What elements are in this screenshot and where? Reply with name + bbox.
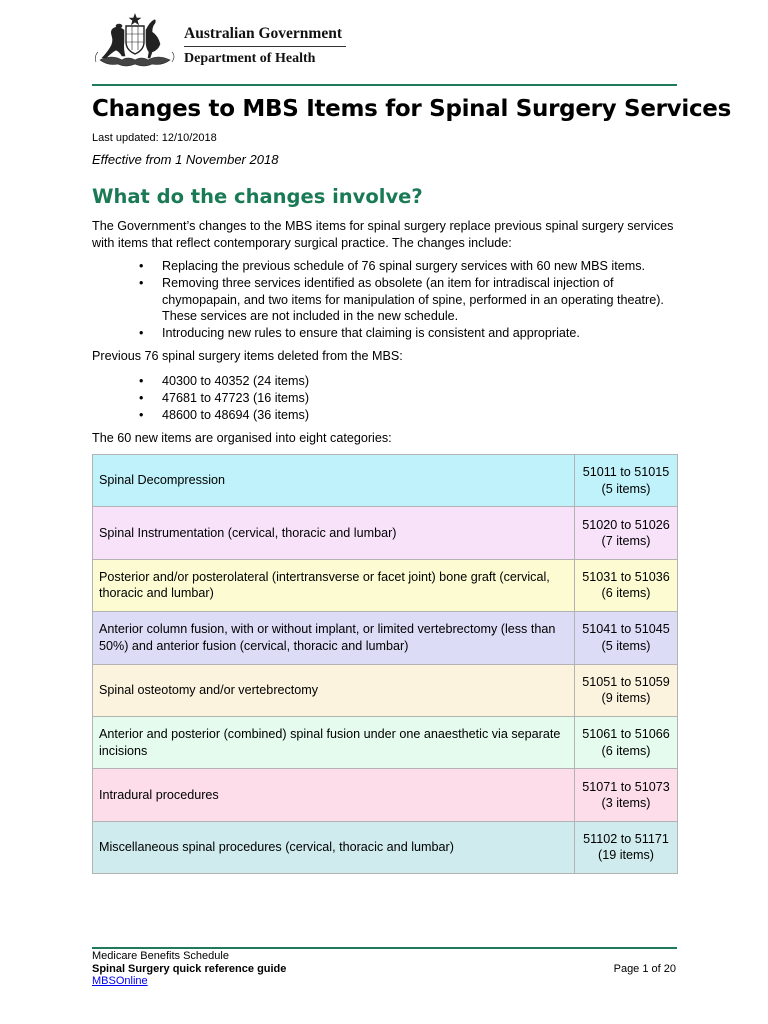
page-title: Changes to MBS Items for Spinal Surgery Services <box>92 96 731 122</box>
item-count: (7 items) <box>601 534 651 549</box>
footer-guide-title: Spinal Surgery quick reference guide <box>92 962 287 975</box>
item-range <box>575 507 678 559</box>
category-name: Spinal Instrumentation (cervical, thoracic and lumbar) <box>93 507 575 559</box>
item-range <box>575 821 678 873</box>
list-item-text: 48600 to 48694 (36 items) <box>162 407 310 422</box>
list-item <box>92 407 682 424</box>
mbsonline-link[interactable]: MBSOnline <box>92 975 148 987</box>
page-header <box>92 10 677 84</box>
table-row <box>93 716 678 768</box>
item-range <box>575 455 678 507</box>
list-item <box>92 325 682 342</box>
list-item-text: Removing three services identified as obsolete (an item for intradiscal injection of chymopapain, and two items for manipulation of spine, performed in an operating theatre). These services are not included in the new schedule. <box>162 275 664 324</box>
table-row <box>93 612 678 664</box>
item-range-numbers: 51102 to 51171 <box>583 831 669 846</box>
category-name: Miscellaneous spinal procedures (cervical, thoracic and lumbar) <box>93 821 575 873</box>
list-item <box>92 390 682 407</box>
item-range-numbers: 51020 to 51026 <box>582 517 670 532</box>
item-count: (3 items) <box>601 796 651 811</box>
list-item-text: 40300 to 40352 (24 items) <box>162 374 310 388</box>
item-range <box>575 769 678 821</box>
list-item-text: Introducing new rules to ensure that claiming is consistent and appropriate. <box>162 326 580 341</box>
list-item-text: Replacing the previous schedule of 76 spinal surgery services with 60 new MBS items. <box>162 259 645 273</box>
item-range <box>575 716 678 768</box>
categories-intro: The 60 new items are organised into eight categories: <box>92 431 392 445</box>
table-row <box>93 664 678 716</box>
bullet-icon: • <box>139 407 144 422</box>
previous-items-list <box>92 373 682 423</box>
category-name: Spinal Decompression <box>93 455 575 507</box>
item-range-numbers: 51051 to 51059 <box>582 674 670 689</box>
item-count: (9 items) <box>601 691 651 706</box>
table-row <box>93 559 678 611</box>
footer-divider <box>92 947 677 949</box>
item-count: (19 items) <box>598 848 654 863</box>
government-wordmark <box>184 24 354 68</box>
item-range-numbers: 51041 to 51045 <box>582 622 670 637</box>
item-range-numbers: 51071 to 51073 <box>582 779 670 794</box>
category-name: Posterior and/or posterolateral (intertransverse or facet joint) bone graft (cervical, thoracic and lumbar) <box>93 559 575 611</box>
category-name: Spinal osteotomy and/or vertebrectomy <box>93 664 575 716</box>
department-name: Department of Health <box>184 51 316 66</box>
bullet-icon: • <box>139 275 144 290</box>
list-item <box>92 275 682 325</box>
bullet-icon: • <box>139 374 144 388</box>
list-item-text: 47681 to 47723 (16 items) <box>162 390 310 405</box>
header-divider <box>92 84 677 86</box>
table-row <box>93 821 678 873</box>
last-updated-text: Last updated: 12/10/2018 <box>92 132 217 144</box>
item-count: (5 items) <box>601 638 651 653</box>
item-range-numbers: 51011 to 51015 <box>582 465 670 480</box>
bullet-icon: • <box>139 259 144 273</box>
item-range <box>575 612 678 664</box>
item-count: (6 items) <box>601 743 651 758</box>
item-count: (6 items) <box>601 586 651 601</box>
list-item <box>92 258 682 275</box>
list-item <box>92 373 682 390</box>
category-name: Intradural procedures <box>93 769 575 821</box>
table-row <box>93 769 678 821</box>
category-name: Anterior and posterior (combined) spinal fusion under one anaesthetic via separate incisions <box>93 716 575 768</box>
coat-of-arms-icon <box>92 12 178 70</box>
intro-paragraph: The Government’s changes to the MBS items for spinal surgery replace previous spinal surgery services with items that reflect contemporary surgical practice. The changes include: <box>92 219 674 250</box>
previous-items-intro: Previous 76 spinal surgery items deleted from the MBS: <box>92 349 403 363</box>
page-footer <box>92 950 678 988</box>
category-name: Anterior column fusion, with or without implant, or limited vertebrectomy (less than 50%) and anterior fusion (cervical, thoracic and lumbar) <box>93 612 575 664</box>
wordmark-divider <box>184 46 346 47</box>
page-number: Page 1 of 20 <box>613 963 676 975</box>
effective-date-text: Effective from 1 November 2018 <box>92 152 279 167</box>
changes-list <box>92 258 682 342</box>
item-range-numbers: 51031 to 51036 <box>582 569 670 584</box>
item-range <box>575 664 678 716</box>
bullet-icon: • <box>139 390 144 405</box>
item-range <box>575 559 678 611</box>
table-row <box>93 507 678 559</box>
government-name: Australian Government <box>184 25 343 42</box>
bullet-icon: • <box>139 326 144 341</box>
item-count: (5 items) <box>601 481 651 496</box>
footer-schedule-name: Medicare Benefits Schedule <box>92 950 229 962</box>
categories-table <box>92 454 678 874</box>
item-range-numbers: 51061 to 51066 <box>582 727 670 742</box>
section-heading: What do the changes involve? <box>92 185 423 208</box>
table-row <box>93 455 678 507</box>
